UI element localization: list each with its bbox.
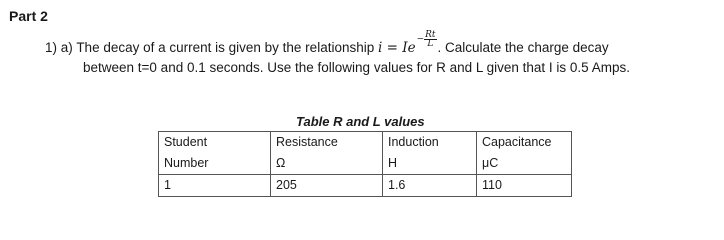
question-text-after: . Calculate the charge decay xyxy=(437,40,609,55)
unit-henry: H xyxy=(383,153,477,175)
cell-resistance: 205 xyxy=(271,175,383,197)
cell-capacitance: 110 xyxy=(477,175,572,197)
exponent-minus: − xyxy=(416,34,425,45)
table-caption: Table R and L values xyxy=(296,114,425,129)
header-capacitance: Capacitance xyxy=(477,132,572,154)
formula-equals: = xyxy=(386,40,398,56)
table-row xyxy=(159,175,572,197)
header-induction: Induction xyxy=(383,132,477,154)
question-part: a) xyxy=(60,40,73,55)
question-line-1 xyxy=(45,30,609,57)
formula-base: Ie xyxy=(402,40,416,56)
cell-induction: 1.6 xyxy=(383,175,477,197)
table-units-row xyxy=(159,153,572,175)
formula xyxy=(378,30,438,56)
header-resistance: Resistance xyxy=(271,132,383,154)
formula-lhs: i xyxy=(378,40,383,56)
exponent-denominator: L xyxy=(427,39,434,49)
unit-microcoulomb: μC xyxy=(477,153,572,175)
part-heading: Part 2 xyxy=(9,8,48,24)
question-number: 1) xyxy=(45,40,58,55)
question-text-before: The decay of a current is given by the relationship xyxy=(76,40,375,55)
unit-ohm: Ω xyxy=(271,153,383,175)
question-line-2: between t=0 and 0.1 seconds. Use the following values for R and L given that I is 0.5 Amps. xyxy=(83,60,630,75)
cell-student-number: 1 xyxy=(159,175,271,197)
header-number: Number xyxy=(159,153,271,175)
header-student: Student xyxy=(159,132,271,154)
values-table xyxy=(158,131,572,197)
exponent-numerator: Rt xyxy=(425,30,436,40)
table-header-row xyxy=(159,132,572,154)
formula-exponent xyxy=(417,31,437,48)
